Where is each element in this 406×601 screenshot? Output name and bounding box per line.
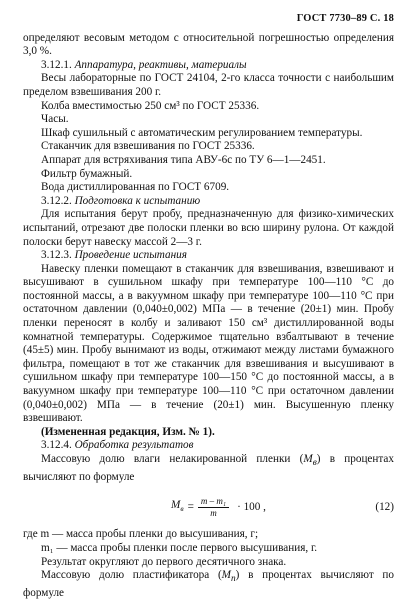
formula-number: (12)	[375, 500, 394, 513]
paragraph	[23, 569, 394, 600]
formula-symbol: M	[171, 499, 181, 511]
text-run: Массовую долю пластификатора (	[41, 569, 222, 582]
paragraph: Для испытания берут пробу, предназначенную для физико-химических испытаний, отрезают две полоски пленки во всю ширину рулона. От каждой полоски берут навеску массой 2—3 г.	[23, 208, 394, 248]
formula-lhs	[171, 499, 184, 516]
paragraph: Весы лабораторные по ГОСТ 24104, 2-го класса точности с наибольшим пределом взвешивания 200 г.	[23, 72, 394, 98]
formula-fraction	[198, 496, 229, 519]
formula-denominator: m	[210, 507, 217, 518]
section-number: 3.12.3.	[41, 249, 72, 262]
formula-body	[23, 496, 354, 519]
variable-definition: где m — масса пробы пленки до высушивания, г;	[23, 528, 259, 541]
paragraph: Аппарат для встряхивания типа АВУ-6с по ТУ 6—1—2451.	[41, 153, 326, 166]
section-heading-3-12-2	[23, 195, 394, 209]
symbol: M	[221, 569, 231, 582]
text-run: ) в процентах вычисляют по формуле	[23, 569, 394, 600]
section-number: 3.12.2.	[41, 194, 72, 207]
section-number: 3.12.4.	[41, 439, 72, 452]
paragraph: Шкаф сушильный с автоматическим регулированием температуры.	[41, 126, 363, 139]
text-run: ) в процентах вычисляют по формуле	[23, 453, 394, 483]
paragraph	[23, 453, 394, 484]
amendment-note: (Измененная редакция, Изм. № 1).	[41, 425, 215, 438]
formula-12	[23, 492, 394, 522]
paragraph: Фильтр бумажный.	[41, 167, 133, 180]
page-header: ГОСТ 7730–89 С. 18	[296, 13, 394, 24]
section-heading-3-12-3	[23, 249, 394, 263]
formula-numerator: m – m₁	[198, 496, 229, 508]
section-number: 3.12.1.	[41, 58, 72, 71]
formula-equals: =	[187, 500, 194, 513]
section-heading-3-12-1	[23, 59, 394, 73]
section-title: Обработка результатов	[74, 439, 194, 452]
paragraph: Колба вместимостью 250 см³ по ГОСТ 25336.	[41, 99, 260, 112]
paragraph: Вода дистиллированная по ГОСТ 6709.	[41, 181, 230, 194]
text-run: Массовую долю влаги нелакированной пленки (	[41, 453, 304, 465]
symbol-subscript: п	[231, 574, 236, 585]
section-title: Подготовка к испытанию	[74, 194, 201, 207]
paragraph: Результат округляют до первого десятичного знака.	[41, 555, 287, 568]
section-title: Проведение испытания	[74, 249, 187, 262]
paragraph: Стаканчик для взвешивания по ГОСТ 25336.	[41, 140, 255, 153]
section-title: Аппаратура, реактивы, материалы	[74, 58, 247, 71]
formula-subscript: в	[180, 504, 184, 514]
paragraph: определяют весовым методом с относительной погрешностью определения 3,0 %.	[23, 31, 394, 58]
symbol-subscript: в	[312, 458, 317, 469]
section-heading-3-12-4	[23, 439, 394, 453]
formula-multiplier: · 100 ,	[237, 500, 266, 513]
paragraph: Часы.	[41, 113, 69, 126]
paragraph: Навеску пленки помещают в стаканчик для взвешивания, взвешивают и высушивают в сушильном шкафу при температуре 100—110 °С до постоянной массы, а в вакуумном шкафу при температуре 100—110 °С при остаточном давлении (0,040±0,002) МПа — в течение (20±1) мин. Пробу пленки переносят в колбу и заливают 150 см³ дистиллированной воды комнатной температуры. Содержимое тщательно взбалтывают в течение (45±5) мин. Пробу вынимают из воды, отжимают между листами бумажного фильтра, помещают в тот же стаканчик для взвешивания и высушивают в сушильном шкафу при температуре 100—150 °С до постоянной массы, а в вакуумном шкафу при температуре 100—110 °С при остаточном давлении (0,040±0,002) МПа — в течение (20±1) мин. Высушенную пленку взвешивают.	[23, 262, 394, 425]
symbol: M	[303, 453, 313, 465]
variable-definition: m₁ — масса пробы пленки после первого высушивания, г.	[41, 542, 318, 555]
